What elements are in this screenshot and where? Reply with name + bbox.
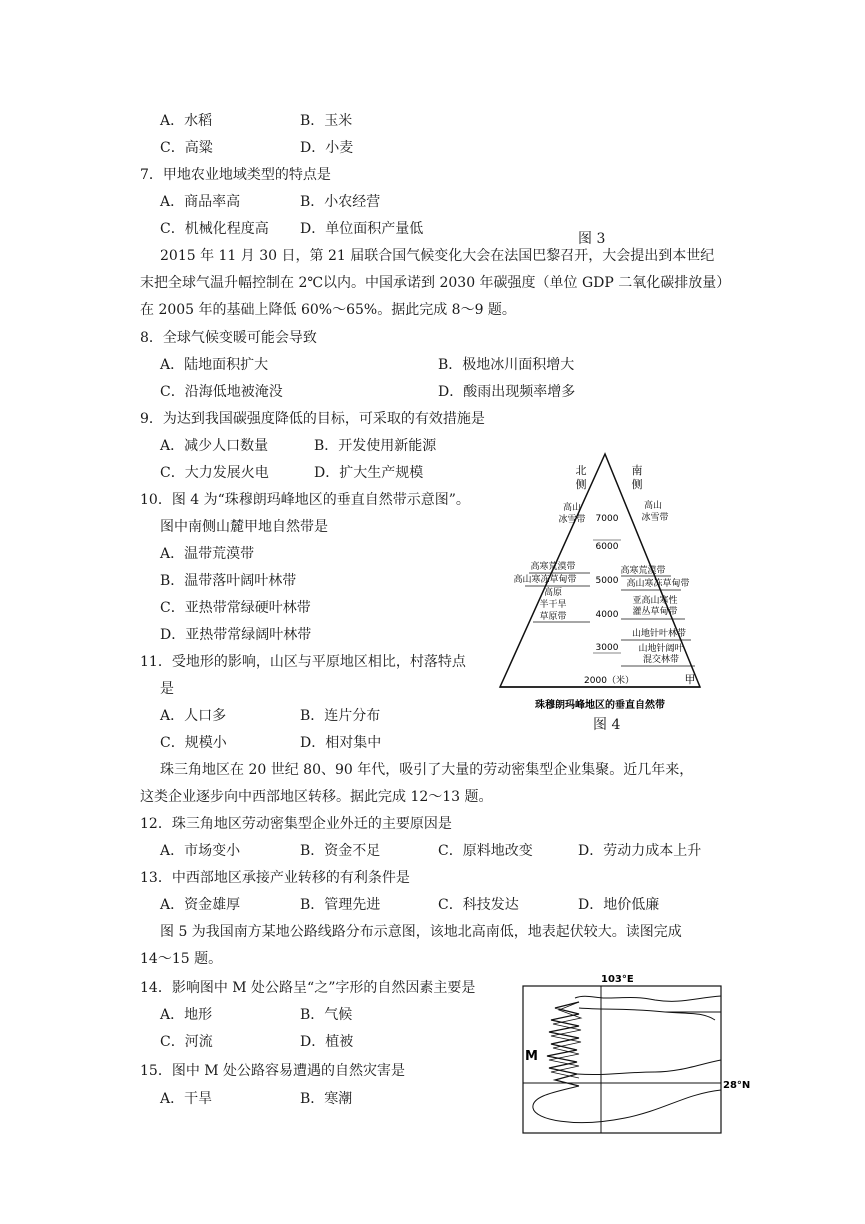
passage2-line2: 这类企业逐步向中西部地区转移。据此完成 12～13 题。 (140, 789, 493, 805)
fig4-title: 珠穆朗玛峰地区的垂直自然带 (535, 700, 665, 711)
q7-stem: 7．甲地农业地域类型的特点是 (140, 167, 331, 183)
fig4-s-mixed-2: 混交林带 (642, 655, 680, 665)
fig5-longitude-label: 103°E (601, 974, 634, 985)
passage3-line1: 图 5 为我国南方某地公路线路分布示意图，该地北高南低，地表起伏较大。读图完成 (160, 924, 682, 940)
q11-stem-line1: 11．受地形的影响，山区与平原地区相比，村落特点 (140, 654, 466, 670)
q14-stem: 14．影响图中 M 处公路呈“之”字形的自然因素主要是 (140, 980, 476, 996)
q9-option-a: A．减少人口数量 (160, 438, 269, 454)
q14-option-d: D．植被 (300, 1034, 354, 1050)
q15-stem: 15．图中 M 处公路容易遭遇的自然灾害是 (140, 1063, 406, 1079)
q11-option-c: C．规模小 (160, 735, 227, 751)
q11-option-a: A．人口多 (160, 708, 227, 724)
fig4-n-snow-1: 高山 (562, 503, 582, 513)
q13-stem: 13．中西部地区承接产业转移的有利条件是 (140, 870, 410, 886)
fig4-n-snow-2: 冰雪带 (558, 515, 586, 525)
fig4-vertical-zones-diagram (495, 450, 710, 715)
q9-stem: 9．为达到我国碳强度降低的目标，可采取的有效措施是 (140, 411, 485, 427)
fig5-m-label: M (525, 1049, 538, 1064)
q13-option-d: D．地价低廉 (578, 897, 660, 913)
fig5-road-map (515, 968, 755, 1138)
q7-option-b: B．小农经营 (300, 194, 381, 210)
fig4-elev-5000: 5000 (595, 576, 619, 586)
q14-option-b: B．气候 (300, 1007, 353, 1023)
q12-option-b: B．资金不足 (300, 843, 381, 859)
q8-option-d: D．酸雨出现频率增多 (438, 384, 576, 400)
fig4-s-conifer: 山地针叶林带 (631, 629, 687, 639)
fig4-caption: 图 4 (593, 717, 621, 733)
fig4-s-shrub-1: 亚高山寒性 (632, 596, 678, 606)
passage1-line1: 2015 年 11 月 30 日，第 21 届联合国气候变化大会在法国巴黎召开，大会提出到本世纪 (160, 248, 715, 264)
fig4-elev-4000: 4000 (595, 610, 619, 620)
fig4-s-shrub-2: 灌丛草甸带 (632, 607, 678, 617)
q13-option-c: C．科技发达 (438, 897, 519, 913)
fig4-s-snow-2: 冰雪带 (641, 513, 669, 523)
q14-option-c: C．河流 (160, 1034, 213, 1050)
q6-option-a: A．水稻 (160, 113, 213, 129)
fig4-elev-6000: 6000 (595, 542, 619, 552)
q10-option-b: B．温带落叶阔叶林带 (160, 573, 297, 589)
q9-option-c: C．大力发展火电 (160, 465, 269, 481)
q12-stem: 12．珠三角地区劳动密集型企业外迁的主要原因是 (140, 816, 452, 832)
fig4-north-label-1: 北 (575, 464, 587, 477)
fig4-n-desert: 高寒荒漠带 (530, 562, 576, 572)
fig4-s-desert: 高寒荒漠带 (620, 566, 666, 576)
q10-option-d: D．亚热带常绿阔叶林带 (160, 627, 312, 643)
fig4-s-meadow: 高山寒冻草甸带 (626, 579, 690, 589)
q13-option-a: A．资金雄厚 (160, 897, 241, 913)
passage1-line2: 末把全球气温升幅控制在 2℃以内。中国承诺到 2030 年碳强度（单位 GDP 二氧化碳排放量） (140, 275, 731, 291)
q11-option-d: D．相对集中 (300, 735, 382, 751)
fig4-elev-2000: 2000（米） (584, 676, 634, 686)
fig4-elev-7000: 7000 (595, 514, 619, 524)
fig4-south-label-2: 侧 (631, 478, 643, 491)
fig4-south-label-1: 南 (631, 464, 643, 477)
q10-stem-line2: 图中南侧山麓甲地自然带是 (160, 519, 328, 535)
q13-option-b: B．管理先进 (300, 897, 381, 913)
q8-stem: 8．全球气候变暖可能会导致 (140, 330, 317, 346)
fig4-s-snow-1: 高山 (643, 501, 663, 511)
q15-option-a: A．干旱 (160, 1091, 213, 1107)
q10-stem-line1: 10．图 4 为“珠穆朗玛峰地区的垂直自然带示意图”。 (140, 492, 470, 508)
q7-option-c: C．机械化程度高 (160, 221, 269, 237)
q15-option-b: B．寒潮 (300, 1091, 353, 1107)
q9-option-d: D．扩大生产规模 (314, 465, 424, 481)
fig4-north-label-2: 侧 (575, 478, 587, 491)
q12-option-d: D．劳动力成本上升 (578, 843, 702, 859)
fig4-n-meadow: 高山寒冻草甸带 (513, 575, 577, 585)
fig4-elev-3000: 3000 (595, 643, 619, 653)
q14-option-a: A．地形 (160, 1007, 213, 1023)
fig3-caption: 图 3 (578, 231, 606, 247)
q8-option-b: B．极地冰川面积增大 (438, 357, 575, 373)
passage2-line1: 珠三角地区在 20 世纪 80、90 年代，吸引了大量的劳动密集型企业集聚。近几年来， (160, 762, 694, 778)
fig5-zigzag-road (547, 1002, 579, 1086)
q12-option-a: A．市场变小 (160, 843, 241, 859)
q9-option-b: B．开发使用新能源 (314, 438, 437, 454)
fig5-latitude-label: 28°N (723, 1080, 751, 1091)
q10-option-c: C．亚热带常绿硬叶林带 (160, 600, 311, 616)
fig4-n-steppe-3: 草原带 (539, 612, 567, 622)
q7-option-d: D．单位面积产量低 (300, 221, 424, 237)
q8-option-c: C．沿海低地被淹没 (160, 384, 283, 400)
q6-option-b: B．玉米 (300, 113, 353, 129)
q10-option-a: A．温带荒漠带 (160, 546, 255, 562)
q7-option-a: A．商品率高 (160, 194, 241, 210)
passage3-line2: 14～15 题。 (140, 951, 223, 967)
q8-option-a: A．陆地面积扩大 (160, 357, 269, 373)
q6-option-c: C．高粱 (160, 140, 213, 156)
q12-option-c: C．原料地改变 (438, 843, 533, 859)
fig4-n-steppe-1: 高原 (543, 588, 563, 598)
q11-option-b: B．连片分布 (300, 708, 381, 724)
passage1-line3: 在 2005 年的基础上降低 60%～65%。据此完成 8～9 题。 (140, 302, 516, 318)
fig4-jia-label: 甲 (684, 673, 696, 686)
q6-option-d: D．小麦 (300, 140, 354, 156)
fig4-s-mixed-1: 山地针阔叶 (638, 644, 684, 654)
fig4-n-steppe-2: 半干旱 (539, 600, 567, 610)
q11-stem-line2: 是 (160, 681, 174, 697)
